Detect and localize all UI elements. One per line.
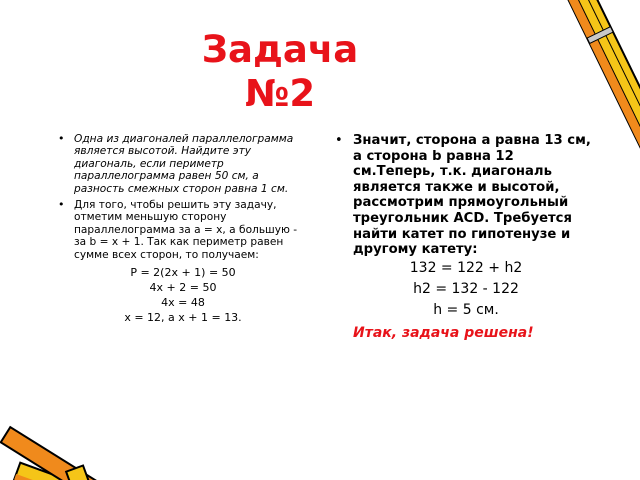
- equation-line: 4х = 48: [161, 296, 205, 310]
- pencil-icon: [558, 0, 640, 295]
- title-line-2: №2: [244, 72, 316, 115]
- bullet-icon: •: [58, 132, 65, 145]
- equation-line: 4х + 2 = 50: [149, 281, 217, 295]
- equation-line: х = 12, а х + 1 = 13.: [124, 311, 242, 325]
- equation-line: h2 = 132 - 122: [413, 280, 519, 297]
- bullet-icon: •: [335, 133, 343, 148]
- conclusion-text: Итак, задача решена!: [353, 324, 534, 341]
- title-line-1: Задача: [201, 28, 359, 71]
- equation-line: 132 = 122 + h2: [409, 259, 523, 276]
- equation-line: Р = 2(2х + 1) = 50: [130, 266, 236, 280]
- solution-continued-text: Значит, сторона а равна 13 см, а сторона b равна 12 см.Теперь, т.к. диагональ является также и высотой, рассмотрим прямоугольный треугольник ACD. Требуется найти катет по гипотенузе и другому катету:: [353, 133, 591, 258]
- solution-text: Для того, чтобы решить эту задачу, отметим меньшую сторону параллелограмма за а = х, а большую - за b = x + 1. Так как периметр равен сумме всех сторон, то получаем:: [74, 199, 298, 261]
- equation-line: h = 5 см.: [433, 301, 499, 318]
- problem-text: Одна из диагоналей параллелограмма является высотой. Найдите эту диагональ, если периметр параллелограмма равен 50 см, а разность смежных сторон равна 1 см.: [74, 133, 294, 195]
- bullet-icon: •: [58, 198, 65, 212]
